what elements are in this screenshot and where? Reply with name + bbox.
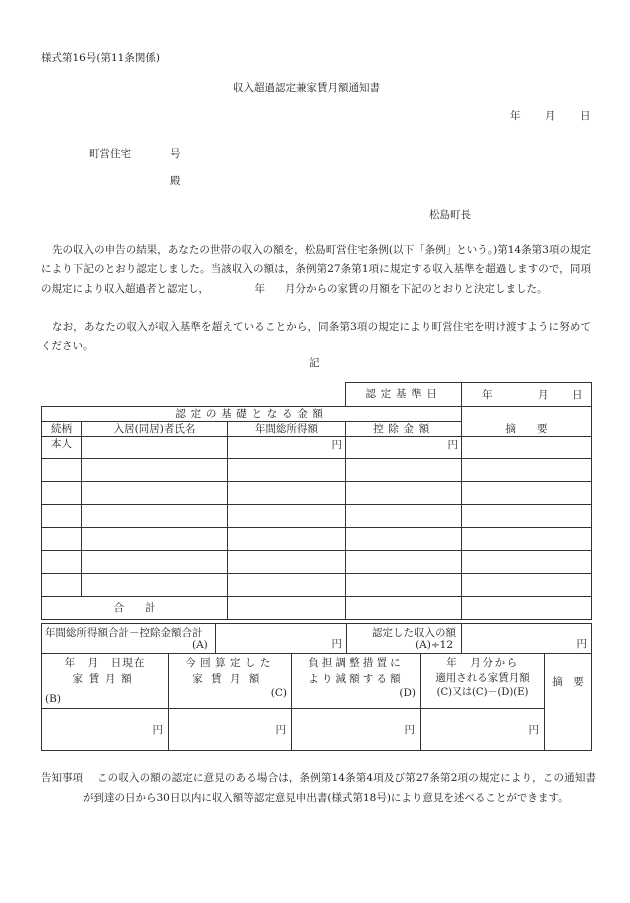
current-rent-date: 年 月 日現在 [64, 657, 146, 669]
current-rent-header [42, 654, 169, 709]
reduction-line1: 負担調整措置に [308, 657, 404, 669]
col-remarks: 摘 要 [462, 407, 592, 437]
income-yen: 円 [331, 439, 343, 451]
current-rent-label: 家賃月額 [72, 673, 138, 685]
base-date-year: 年 [482, 389, 493, 401]
certified-income-label: 認定した収入の額 [372, 627, 456, 639]
date-year: 年 [510, 110, 521, 122]
notice-text: この収入の額の認定に意見のある場合は，条例第14条第4項及び第27条第2項の規定により，この通知書が到達の日から30日以内に収入額等認定意見申出書(様式第18号)により意見を述べることができます。 [83, 772, 596, 804]
table-row [42, 437, 592, 459]
applied-rent-line2: 適用される家賃月額 [435, 672, 530, 684]
notice-section [41, 769, 596, 808]
col-deduction: 控除金額 [346, 422, 462, 437]
calculated-rent-line2: 家賃月額 [192, 673, 268, 685]
paragraph1-year: 年 [254, 282, 265, 295]
paragraph1-text-a: 先の収入の申告の結果，あなたの世帯の収入の額を，松島町営住宅条例(以下「条例」という。)第14条第3項の規定により下記のとおり認定しました。当該収入の額は，条例第27条第1項に規定する収入基準を超過しますので，同項の規定により収入超過者と認定し， [41, 244, 591, 295]
current-rent-yen: 円 [152, 723, 163, 736]
issuer-name: 松島町長 [429, 209, 471, 221]
certified-income-yen: 円 [576, 637, 587, 650]
col-income: 年間総所得額 [228, 422, 346, 437]
body-paragraph-1 [41, 241, 591, 299]
rent-remarks-label: 摘 要 [552, 675, 584, 688]
body-paragraph-2: なお，あなたの収入が収入基準を超えていることから，同条第3項の規定により町営住宅を明け渡すように努めてください。 [41, 321, 591, 353]
base-date-label: 認定基準日 [346, 383, 462, 407]
col-relation: 続柄 [42, 422, 82, 437]
net-income-table [41, 623, 592, 654]
deduction-yen: 円 [447, 439, 459, 451]
document-title: 収入超過認定兼家賃月額通知書 [233, 82, 380, 94]
net-income-label: 年間総所得額合計－控除金額合計 [45, 627, 203, 639]
table-row [42, 574, 592, 597]
current-rent-code: (B) [45, 692, 61, 705]
calculated-rent-yen: 円 [275, 723, 286, 736]
applied-rent-line1: 年 月分から [446, 657, 519, 669]
calculated-rent-header [169, 654, 292, 709]
reduction-header [292, 654, 421, 709]
basis-table [41, 382, 592, 620]
total-label: 合 計 [42, 597, 228, 620]
recipient-honorific: 殿 [170, 175, 181, 187]
form-number: 様式第16号(第11条関係) [41, 52, 160, 64]
basis-section-label: 認定の基礎となる金額 [42, 407, 462, 422]
reduction-yen: 円 [404, 723, 415, 736]
net-income-yen: 円 [331, 637, 342, 650]
applied-rent-yen: 円 [528, 723, 539, 736]
rent-table [41, 653, 592, 751]
table-row [42, 528, 592, 551]
col-name: 入居(同居)者氏名 [82, 422, 228, 437]
reduction-code: (D) [399, 687, 416, 699]
table-row [42, 551, 592, 574]
applied-rent-line3: (C)又は(C)－(D)(E) [436, 687, 529, 698]
total-row [42, 597, 592, 620]
date-day: 日 [580, 110, 591, 122]
base-date-day: 日 [572, 389, 583, 401]
applied-rent-header [421, 654, 545, 709]
rent-remarks-header [545, 654, 592, 751]
net-income-code: (A) [192, 638, 208, 651]
ki-mark: 記 [309, 357, 320, 369]
recipient-number: 号 [170, 148, 181, 160]
table-row [42, 482, 592, 505]
notice-label: 告知事項 [41, 772, 83, 784]
table-row [42, 459, 592, 482]
base-date-month: 月 [538, 389, 549, 401]
certified-income-formula: (A)÷12 [415, 638, 453, 651]
calculated-rent-code: (C) [270, 687, 287, 699]
date-month: 月 [545, 110, 556, 122]
table-row [42, 505, 592, 528]
paragraph1-text-b: 月分からの家賃の月額を下記のとおりと決定しました。 [285, 282, 548, 295]
calculated-rent-line1: 今回算定した [185, 657, 275, 669]
reduction-line2: より減額する額 [308, 673, 404, 685]
relation-self: 本人 [42, 437, 82, 459]
base-date-value [462, 383, 592, 407]
recipient-housing: 町営住宅 [89, 148, 131, 160]
